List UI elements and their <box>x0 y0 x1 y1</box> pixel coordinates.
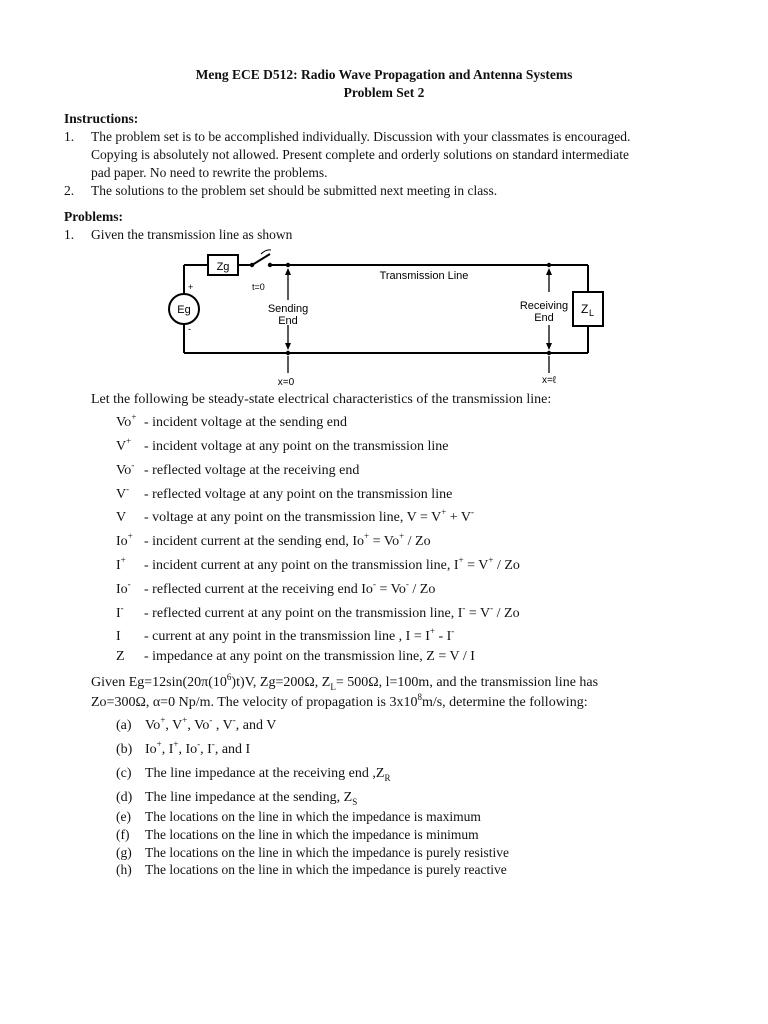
part-label: (h) <box>116 862 132 877</box>
definition-symbol: V+ <box>116 436 132 454</box>
definition-symbol: Vo+ <box>116 412 137 430</box>
zl-subscript: L <box>589 308 595 318</box>
sending-end-label: Sending <box>267 303 309 315</box>
problem-part: (h) The locations on the line in which the impedance is purely reactive <box>116 862 507 877</box>
instructions-heading: Instructions: <box>64 111 139 126</box>
problem-number: 1. <box>64 227 75 242</box>
part-label: (d) <box>116 790 133 805</box>
definition-symbol: I+ <box>116 555 126 573</box>
definition-description: - incident current at any point on the transmission line, I <box>144 558 459 573</box>
definition-item: I+ - incident current at any point on the transmission line, I+ = V+ / Zo <box>116 555 520 573</box>
switch-time-label: t=0 <box>252 282 265 292</box>
definition-item <box>116 649 475 665</box>
definition-item: I - current at any point in the transmission line , I = I+ - I- <box>116 626 455 644</box>
problem-part: (g) The locations on the line in which the impedance is purely resistive <box>116 845 510 860</box>
definition-symbol: Io+ <box>116 531 133 549</box>
plus-sign: + <box>188 282 194 292</box>
definition-description: - reflected voltage at any point on the transmission line <box>144 487 453 502</box>
problem-part: (a) Vo+, V+, Vo- , V-, and V <box>116 715 277 733</box>
part-label: (c) <box>116 766 132 781</box>
problems-heading: Problems: <box>64 209 123 224</box>
receiving-end-label: End <box>534 312 554 324</box>
transmission-line-diagram <box>160 248 610 390</box>
transmission-line-label: Transmission Line <box>379 270 469 282</box>
definition-symbol: I- <box>116 603 124 621</box>
receiving-end-label: Receiving <box>519 300 569 312</box>
characteristics-intro: Let the following be steady-state electrical characteristics of the transmission line: <box>91 392 552 407</box>
document-subtitle: Problem Set 2 <box>343 85 425 100</box>
definition-description: - reflected current at the receiving end Io <box>144 582 373 597</box>
given-line-2: Zo=300Ω, α=0 Np/m. The velocity of propagation is $3x10^8m/s$, determine the following: <box>91 692 588 710</box>
definition-symbol: I <box>116 629 121 644</box>
definition-symbol: Z <box>116 649 125 664</box>
given-line-1: Given $Eg=12\sin(20\pi(10^6)t)V$, Zg=200Ω, $Z_L= 500\Omega$, l=100m, and the transmission line has <box>91 672 599 692</box>
definition-description: - incident current at the sending end, Io <box>144 534 365 549</box>
instruction-text: The problem set is to be accomplished individually. Discussion with your classmates is encouraged. <box>91 129 631 144</box>
part-label: (a) <box>116 718 132 733</box>
definition-symbol: V- <box>116 484 130 502</box>
part-label: (e) <box>116 809 131 824</box>
part-label: (f) <box>116 827 130 842</box>
xl-label: x=ℓ <box>541 375 557 386</box>
definition-item: I- - reflected current at any point on the transmission line, I- = V- / Zo <box>116 603 520 621</box>
definition-item: Io- - reflected current at the receiving end Io- = Vo- / Zo <box>116 579 436 597</box>
instruction-text: pad paper. No need to rewrite the problems. <box>91 165 328 180</box>
definition-item: V - voltage at any point on the transmission line, V = V+ + V- <box>116 507 475 525</box>
definition-description: - incident voltage at any point on the transmission line <box>144 439 449 454</box>
document-title: Meng ECE D512: Radio Wave Propagation and Antenna Systems <box>195 67 573 82</box>
definition-description: - voltage at any point on the transmission line, V = V <box>144 510 442 525</box>
problem-part: (c) The line impedance at the receiving end $,Z_R$ <box>116 766 391 783</box>
sending-end-label: End <box>278 315 298 327</box>
definition-description: - incident voltage at the sending end <box>144 415 347 430</box>
definition-description: - reflected current at any point on the transmission line, I <box>144 606 463 621</box>
definition-item <box>116 460 360 479</box>
instruction-number: 1. <box>64 129 75 144</box>
definition-item <box>116 412 347 431</box>
definition-symbol: V <box>116 510 127 525</box>
part-label: (g) <box>116 845 132 860</box>
part-label: (b) <box>116 742 133 757</box>
zl-label: Z <box>581 302 589 316</box>
instruction-text: Copying is absolutely not allowed. Present complete and orderly solutions on standard intermediate <box>91 147 630 162</box>
instruction-number: 2. <box>64 183 75 198</box>
definition-description: - reflected voltage at the receiving end <box>144 463 360 478</box>
definition-description: - current at any point in the transmission line , I = I <box>144 629 430 644</box>
definition-item <box>116 484 453 503</box>
definition-symbol: Vo- <box>116 460 135 478</box>
definition-description: - impedance at any point on the transmission line, Z = V / I <box>144 649 475 664</box>
problem-part: (d) The line impedance at the sending, $Z_S$ <box>116 790 358 807</box>
definition-symbol: Io- <box>116 579 131 597</box>
problem-intro: Given the transmission line as shown <box>91 227 293 242</box>
x0-label: x=0 <box>277 377 295 388</box>
eg-label: Eg <box>177 304 191 316</box>
problem-part: (f) The locations on the line in which the impedance is minimum <box>116 827 479 842</box>
definition-item: Io+ - incident current at the sending end, Io+ = Vo+ / Zo <box>116 531 431 549</box>
problem-part: (b) Io+, I+, Io-, I-, and I <box>116 739 251 757</box>
instruction-text: The solutions to the problem set should be submitted next meeting in class. <box>91 183 498 198</box>
zg-label: Zg <box>216 261 230 273</box>
problem-part: (e) The locations on the line in which the impedance is maximum <box>116 809 481 824</box>
minus-sign: - <box>188 324 191 334</box>
definition-item <box>116 436 449 455</box>
